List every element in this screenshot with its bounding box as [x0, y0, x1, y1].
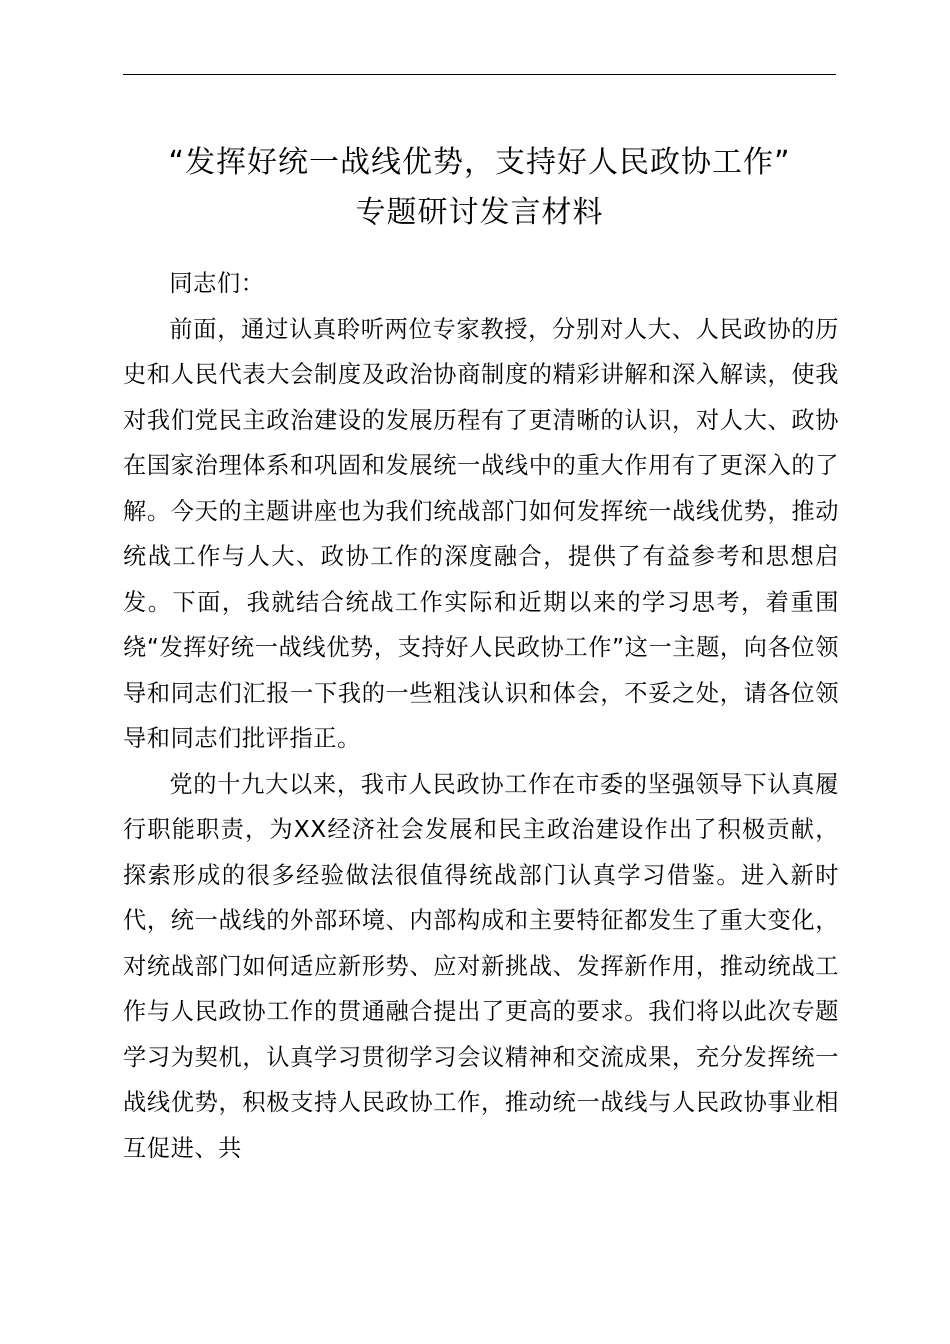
document-body [123, 261, 839, 1171]
header-rule [123, 74, 836, 75]
title-line-2: 专题研讨发言材料 [355, 195, 604, 230]
paragraph-1: 前面，通过认真聆听两位专家教授，分别对人大、人民政协的历史和人民代表大会制度及政治协商制度的精彩讲解和深入解读，使我对我们党民主政治建设的发展历程有了更清晰的认识，对人大、政协在国家治理体系和巩固和发展统一战线中的重大作用有了更深入的了解。今天的主题讲座也为我们统战部门如何发挥统一战线优势，推动统战工作与人大、政协工作的深度融合，提供了有益参考和思想启发。下面，我就结合统战工作实际和近期以来的学习思考，着重围绕“发挥好统一战线优势，支持好人民政协工作”这一主题，向各位领导和同志们汇报一下我的一些粗浅认识和体会，不妥之处，请各位领导和同志们批评指正。 [123, 315, 839, 752]
paragraph-2: 党的十九大以来，我市人民政协工作在市委的坚强领导下认真履行职能职责，为XX经济社会发展和民主政治建设作出了积极贡献，探索形成的很多经验做法很值得统战部门认真学习借鉴。进入新时代，统一战线的外部环境、内部构成和主要特征都发生了重大变化，对统战部门如何适应新形势、应对新挑战、发挥新作用，推动统战工作与人民政协工作的贯通融合提出了更高的要求。我们将以此次专题学习为契机，认真学习贯彻学习会议精神和交流成果，充分发挥统一战线优势，积极支持人民政协工作，推动统一战线与人民政协事业相互促进、共 [123, 770, 839, 1162]
title-line-1: “发挥好统一战线优势，支持好人民政协工作” [168, 145, 791, 180]
document-title [110, 138, 849, 238]
salutation: 同志们： [169, 270, 265, 297]
